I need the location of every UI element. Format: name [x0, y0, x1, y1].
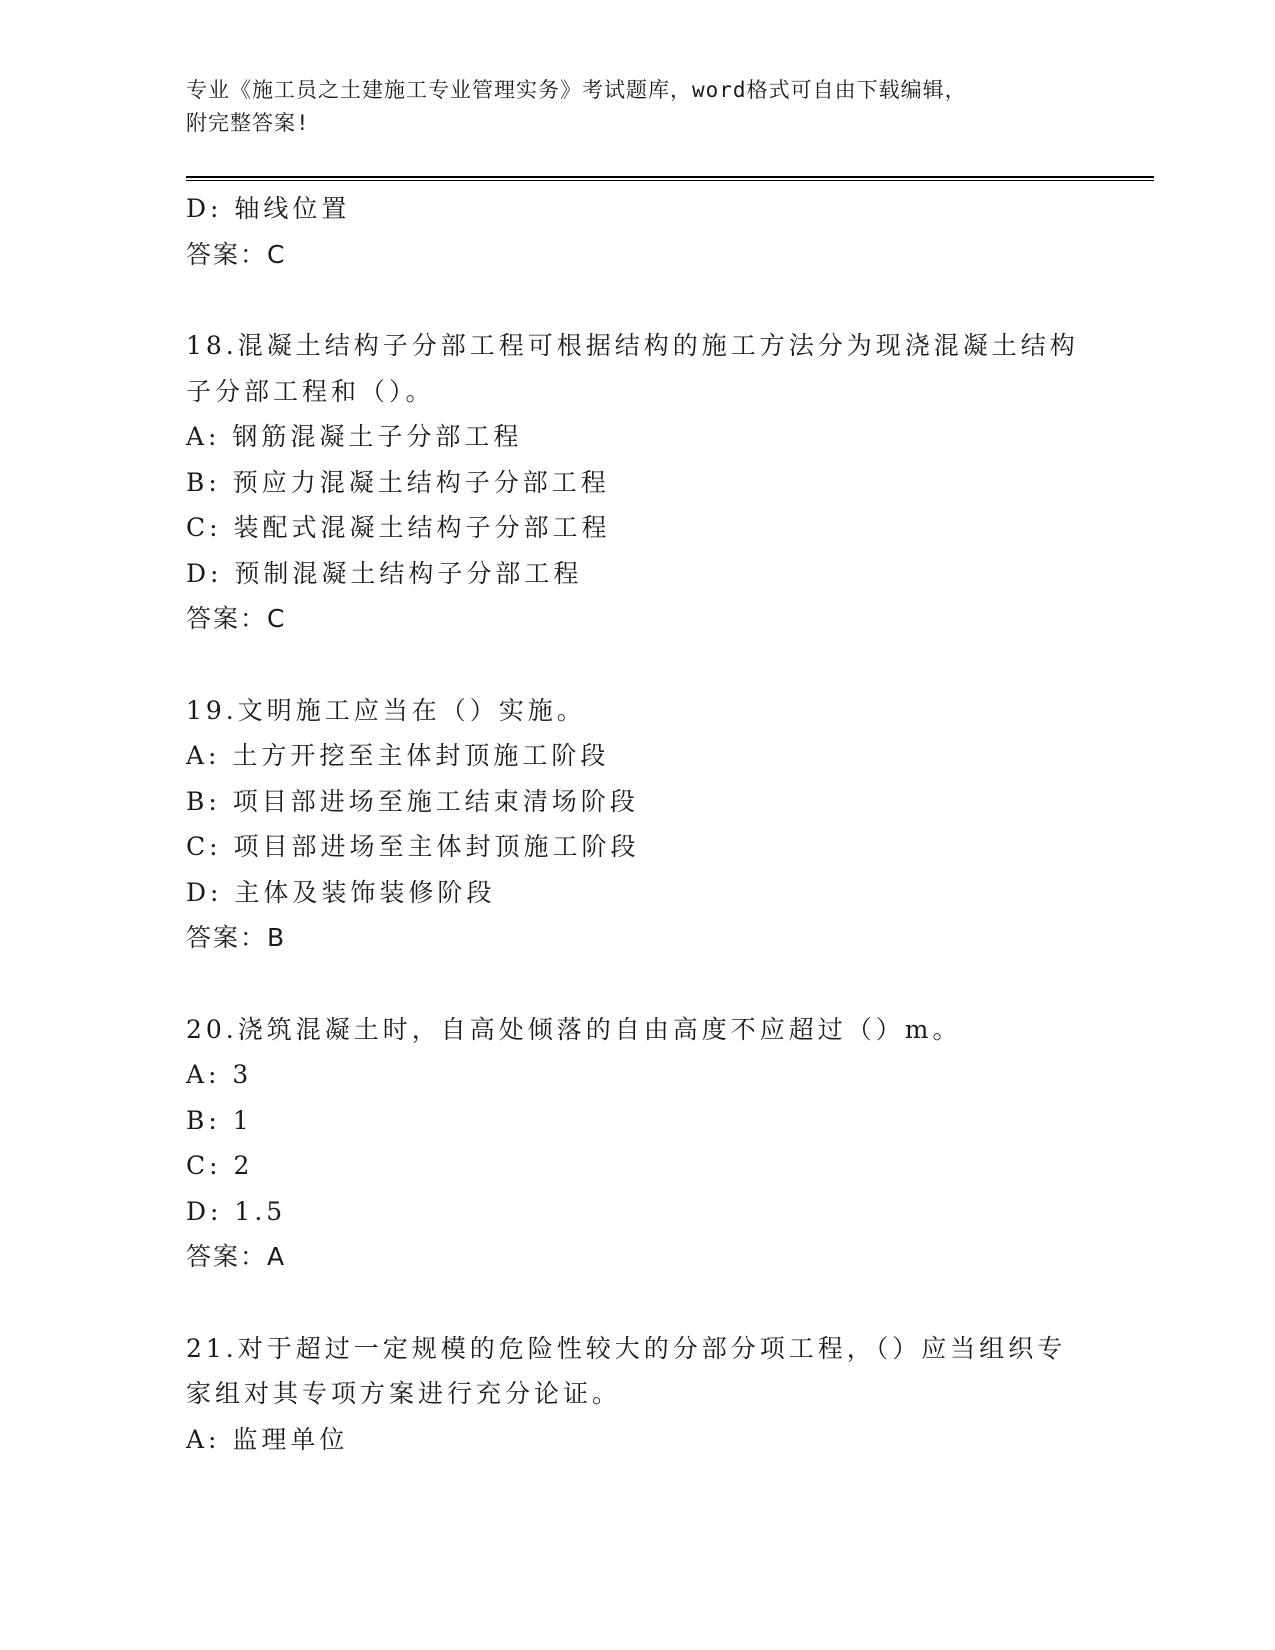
question-19 [186, 688, 1154, 961]
answer: 答案：B [186, 923, 287, 952]
question-21 [186, 1326, 1154, 1463]
option-c: C: 装配式混凝土结构子分部工程 [186, 513, 611, 542]
header-line-1: 专业《施工员之土建施工专业管理实务》考试题库，word格式可自由下载编辑， [186, 78, 967, 102]
option-a: A: 3 [186, 1060, 253, 1089]
question-18 [186, 323, 1154, 642]
question-list [186, 186, 1154, 1462]
option-b: B: 1 [186, 1105, 253, 1135]
header-divider [186, 176, 1154, 181]
question-stem: 家组对其专项方案进行充分论证。 [186, 1379, 622, 1408]
option-c: C: 项目部进场至主体封顶施工阶段 [186, 832, 640, 861]
option-a: A: 土方开挖至主体封顶施工阶段 [186, 741, 610, 770]
option-c: C: 2 [186, 1151, 254, 1180]
question-stem: 子分部工程和（）。 [186, 376, 435, 406]
question-20 [186, 1007, 1154, 1280]
option-d: D: 主体及装饰装修阶段 [186, 877, 496, 907]
option-d: D: 预制混凝土结构子分部工程 [186, 558, 583, 588]
option-b: B: 预应力混凝土结构子分部工程 [186, 467, 610, 497]
question-17-tail [186, 186, 1154, 277]
answer: 答案：A [186, 1242, 287, 1271]
option-a: A: 监理单位 [186, 1424, 349, 1454]
option-d: D: 1.5 [186, 1196, 287, 1226]
question-stem: 20.浇筑混凝土时，自高处倾落的自由高度不应超过（）m。 [186, 1014, 962, 1044]
question-stem: 18.混凝土结构子分部工程可根据结构的施工方法分为现浇混凝土结构 [186, 331, 1079, 360]
question-stem: 21.对于超过一定规模的危险性较大的分部分项工程，（）应当组织专 [186, 1333, 1067, 1363]
option-b: B: 项目部进场至施工结束清场阶段 [186, 786, 639, 816]
question-stem: 19.文明施工应当在（）实施。 [186, 695, 586, 725]
answer: 答案：C [186, 604, 287, 633]
option-a: A: 钢筋混凝土子分部工程 [186, 422, 523, 451]
document-header [186, 74, 1086, 140]
option-d: D: 轴线位置 [186, 194, 351, 223]
answer: 答案：C [186, 239, 287, 269]
header-line-2: 附完整答案! [186, 111, 310, 135]
